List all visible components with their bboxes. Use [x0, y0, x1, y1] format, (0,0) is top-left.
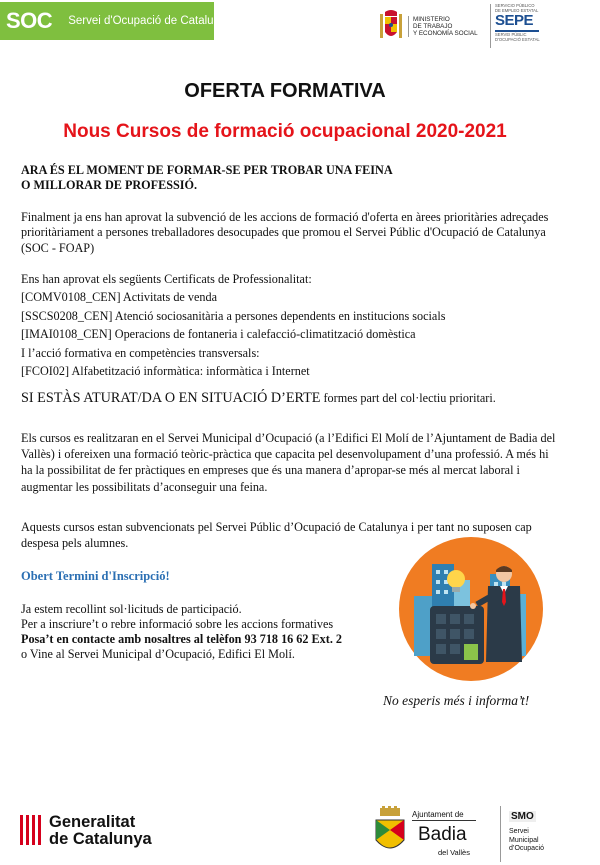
sepe-logo: SERVICIO PÚBLICO DE EMPLEO ESTATAL SEPE SERVEI PÚBLIC D'OCUPACIÓ ESTATAL — [490, 4, 555, 48]
spain-coat-of-arms-icon — [378, 8, 404, 44]
registration-open: Obert Termini d'Inscripció! — [21, 569, 170, 583]
ministry-name: MINISTERIO DE TRABAJO Y ECONOMÍA SOCIAL — [408, 16, 478, 37]
contact-phone: Posa’t en contacte amb nosaltres al telèfon 93 718 16 62 Ext. 2 — [21, 632, 343, 646]
certificates-intro: Ens han aprovat els següents Certificats de Professionalitat: — [21, 272, 312, 286]
gencat-line-1: Generalitat — [49, 813, 136, 831]
gencat-line-2: de Catalunya — [49, 830, 152, 848]
paragraph-subsidy: Finalment ja ens han aprovat la subvenció de les accions de formació d'oferta en àrees prioritàries adreçades prioritàriament a persones treballadores desocupades que promou el Servei Públic d'Ocupació de Catalunya (SOC - FOAP) — [21, 210, 549, 255]
list-item: [SSCS0208_CEN] Atenció sociosanitària a persones dependents en institucions socials — [21, 308, 446, 323]
situation-highlight: SI ESTÀS ATURAT/DA O EN SITUACIÓ D’ERTE — [21, 390, 321, 406]
badia-divider — [412, 820, 476, 821]
valles-label: del Vallès — [438, 848, 470, 857]
situation-rest: formes part del col·lectiu prioritari. — [320, 391, 496, 405]
lead-text: ARA ÉS EL MOMENT DE FORMAR-SE PER TROBAR UNA FEINA O MILLORAR DE PROFESSIÓ. — [21, 163, 393, 192]
soc-name: Servei d'Ocupació de Catalunya — [68, 15, 233, 27]
transversal-intro: I l’acció formativa en competències transversals: — [21, 345, 260, 360]
list-item: [IMAI0108_CEN] Operacions de fontaneria i calefacció-climatització domèstica — [21, 327, 416, 342]
soc-logo — [0, 2, 233, 40]
soc-abbrev: SOC — [6, 8, 53, 33]
ajuntament-label: Ajuntament de — [412, 810, 464, 819]
businessman-city-illustration — [396, 534, 546, 684]
senyera-icon — [17, 813, 41, 849]
badia-coat-of-arms-icon — [372, 806, 408, 858]
slogan: No esperis més i informa’t! — [383, 693, 530, 708]
page-title: OFERTA FORMATIVA — [184, 80, 386, 102]
list-item: [FCOI02] Alfabetització informàtica: informàtica i Internet — [21, 364, 310, 379]
sepe-name: SEPE — [495, 12, 534, 30]
generalitat-logo — [17, 813, 152, 849]
page-subtitle: Nous Cursos de formació ocupacional 2020-2021 — [63, 121, 507, 142]
list-item: [COMV0108_CEN] Activitats de venda — [21, 290, 217, 305]
badia-name: Badia — [418, 824, 467, 845]
paragraph-courses: Els cursos es realitzaran en el Servei Municipal d’Ocupació (a l’Edifici El Molí de l’Ajuntament de Badia del Vallès) i ofereixen una formació teòric-pràctica que capacita pel desenvolupament d’una professió. A més hi ha la possibilitat de fer pràctiques en empreses que és una manera d’apropar-se més al mercat laboral i augmentar les possibilitats d’aconseguir una feina. — [21, 431, 556, 494]
situation-line — [21, 391, 581, 406]
smo-logo: SMO Servei Municipal d’Ocupació — [500, 806, 573, 862]
certificates-list — [21, 270, 561, 380]
badia-logo — [372, 806, 482, 862]
smo-abbrev: SMO — [511, 811, 534, 822]
paragraph-funding: Aquests cursos estan subvencionats pel Servei Públic d’Ocupació de Catalunya i per tant no suposen cap despesa pels alumnes. — [21, 520, 532, 551]
contact-block: Ja estem recollint sol·licituds de participació. Per a inscriure’t o rebre informació sobre les accions formatives Posa’t en contacte amb nosaltres al telèfon 93 718 16 62 Ext. 2 o Vine al Servei Municipal d’Ocupació, Edifici El Molí. — [21, 602, 401, 662]
ministry-logo — [378, 4, 490, 48]
